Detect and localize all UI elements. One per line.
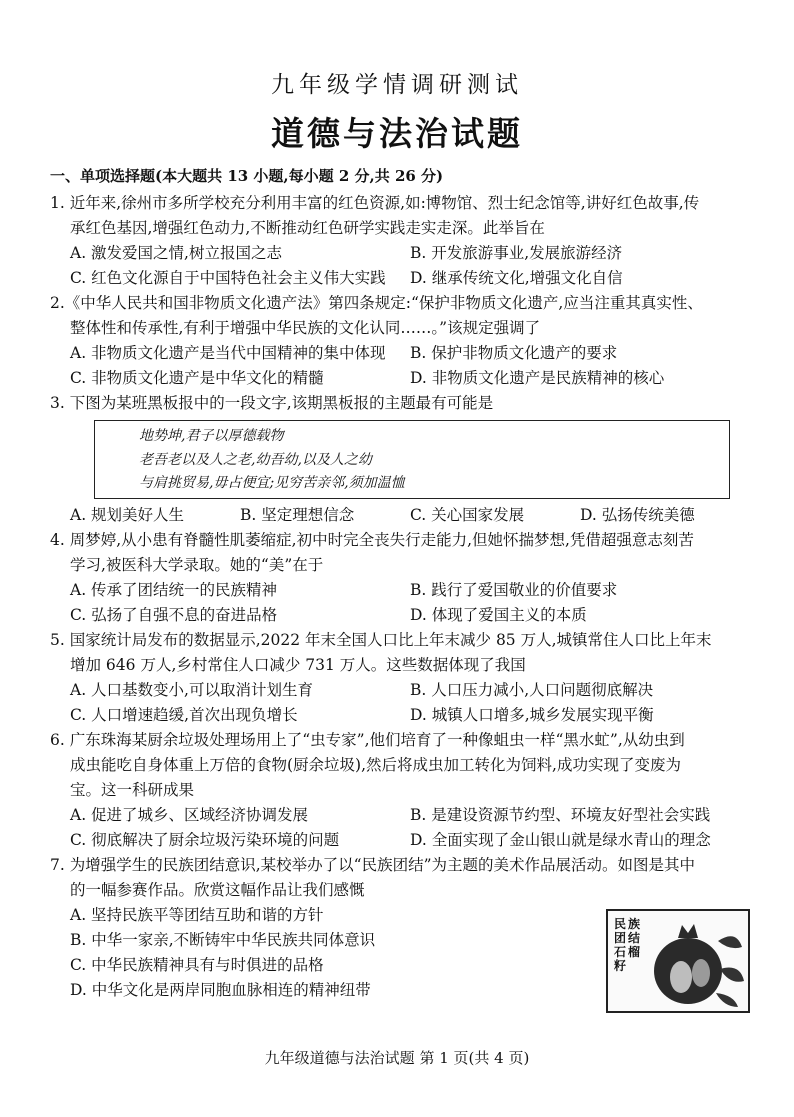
- option-c: C. 红色文化源自于中国特色社会主义伟大实践: [70, 269, 386, 287]
- option-a: A. 促进了城乡、区域经济协调发展: [70, 806, 309, 824]
- option-d: D. 中华文化是两岸同胞血脉相连的精神纽带: [70, 981, 371, 999]
- question-list: [50, 191, 750, 1003]
- exam-title: 道德与法治试题: [271, 114, 523, 153]
- option-b: B. 开发旅游事业,发展旅游经济: [410, 244, 623, 262]
- options: [50, 503, 750, 528]
- question-stem: 6. 广东珠海某厨余垃圾处理场用上了“虫专家”,他们培育了一种像蛆虫一样“黑水虻”,从幼虫到 成虫能吃自身体重上万倍的食物(厨余垃圾),然后将成虫加工转化为饲料,成功实现了变废为 宝。这一科研成果: [50, 731, 685, 799]
- option-d: D. 体现了爱国主义的本质: [410, 606, 587, 624]
- option-a: A. 传承了团结统一的民族精神: [70, 581, 278, 599]
- option-b: B. 践行了爱国敬业的价值要求: [410, 581, 618, 599]
- section-heading: 一、单项选择题(本大题共 13 小题,每小题 2 分,共 26 分): [50, 167, 444, 185]
- option-a: A. 人口基数变小,可以取消计划生育: [70, 681, 313, 699]
- option-b: B. 是建设资源节约型、环境友好型社会实践: [410, 806, 711, 824]
- option-d: D. 城镇人口增多,城乡发展实现平衡: [410, 706, 654, 724]
- question-3: [50, 391, 750, 528]
- option-c: C. 非物质文化遗产是中华文化的精髓: [70, 369, 324, 387]
- options: [50, 341, 750, 391]
- question-stem: 2.《中华人民共和国非物质文化遗产法》第四条规定:“保护非物质文化遗产,应当注重其真实性、 整体性和传承性,有利于增强中华民族的文化认同……。”该规定强调了: [50, 294, 703, 337]
- question-stem: 7. 为增强学生的民族团结意识,某校举办了以“民族团结”为主题的美术作品展活动。如图是其中 的一幅参赛作品。欣赏这幅作品让我们感慨: [50, 856, 695, 899]
- option-d: D. 非物质文化遗产是民族精神的核心: [410, 369, 665, 387]
- option-b: B. 人口压力减小,人口问题彻底解决: [410, 681, 654, 699]
- option-c: C. 人口增速趋缓,首次出现负增长: [70, 706, 298, 724]
- option-a: A. 坚持民族平等团结互助和谐的方针: [70, 906, 324, 924]
- options: [50, 678, 750, 728]
- options: [50, 578, 750, 628]
- option-c: C. 中华民族精神具有与时俱进的品格: [70, 956, 324, 974]
- question-stem: 4. 周梦婷,从小患有脊髓性肌萎缩症,初中时完全丧失行走能力,但她怀揣梦想,凭借超强意志刻苦 学习,被医科大学录取。她的“美”在于: [50, 531, 694, 574]
- option-c: C. 关心国家发展: [410, 506, 525, 524]
- artwork-caption: 民族团结石榴籽: [614, 917, 643, 973]
- blackboard-text-box: [94, 420, 730, 499]
- option-b: B. 中华一家亲,不断铸牢中华民族共同体意识: [70, 931, 376, 949]
- option-d: D. 全面实现了金山银山就是绿水青山的理念: [410, 831, 711, 849]
- option-a: A. 非物质文化遗产是当代中国精神的集中体现: [70, 344, 386, 362]
- options: [50, 241, 750, 291]
- option-b: B. 坚定理想信念: [240, 506, 355, 524]
- option-c: C. 弘扬了自强不息的奋进品格: [70, 606, 278, 624]
- option-b: B. 保护非物质文化遗产的要求: [410, 344, 618, 362]
- board-line: 与肩挑贸易,毋占便宜;见穷苦亲邻,须加温恤: [139, 475, 405, 491]
- question-stem: 1. 近年来,徐州市多所学校充分利用丰富的红色资源,如:博物馆、烈士纪念馆等,讲好红色故事,传 承红色基因,增强红色动力,不断推动红色研学实践走实走深。此举旨在: [50, 194, 700, 237]
- option-d: D. 继承传统文化,增强文化自信: [410, 269, 623, 287]
- question-5: [50, 628, 750, 728]
- option-a: A. 激发爱国之情,树立报国之志: [70, 244, 282, 262]
- board-line: 老吾老以及人之老,幼吾幼,以及人之幼: [139, 451, 372, 468]
- option-a: A. 规划美好人生: [70, 506, 185, 524]
- question-7: [50, 853, 750, 1003]
- board-line: 地势坤,君子以厚德载物: [139, 428, 284, 444]
- question-6: [50, 728, 750, 853]
- question-stem: 3. 下图为某班黑板报中的一段文字,该期黑板报的主题最有可能是: [50, 394, 494, 412]
- question-stem: 5. 国家统计局发布的数据显示,2022 年末全国人口比上年末减少 85 万人,城镇常住人口比上年末 增加 646 万人,乡村常住人口减少 731 万人。这些数据体现了我国: [50, 631, 712, 674]
- page-footer: 九年级道德与法治试题 第 1 页(共 4 页): [264, 1049, 530, 1067]
- exam-subtitle: 九年级学情调研测试: [271, 72, 523, 98]
- option-c: C. 彻底解决了厨余垃圾污染环境的问题: [70, 831, 340, 849]
- question-1: [50, 191, 750, 291]
- options: [50, 803, 750, 853]
- option-d: D. 弘扬传统美德: [580, 506, 695, 524]
- pomegranate-artwork: [606, 909, 750, 1013]
- question-4: [50, 528, 750, 628]
- question-2: [50, 291, 750, 391]
